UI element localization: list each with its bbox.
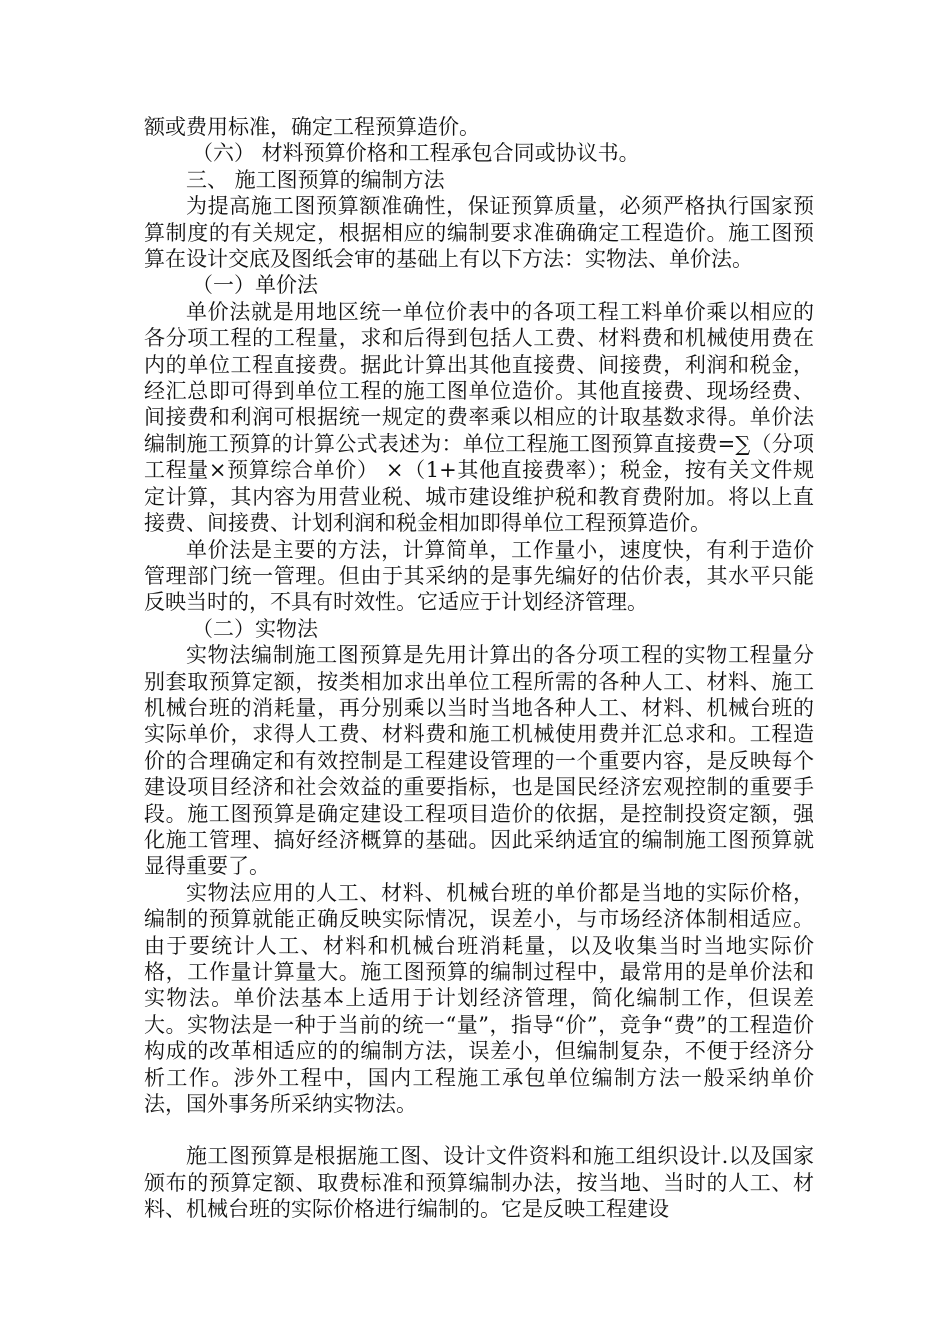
paragraph-unit-price-summary: 单价法是主要的方法，计算简单，工作量小，速度快，有利于造价管理部门统一管理。但由于其采纳的是事先编好的估价表，其水平只能反映当时的，不具有时效性。它适应于计划经济管理。: [144, 537, 814, 615]
heading-unit-price-method: （一）单价法: [192, 273, 318, 298]
paragraph-continuation: 额或费用标准，确定工程预算造价。: [144, 115, 480, 139]
paragraph-unit-price-method: 单价法就是用地区统一单位价表中的各项工程工料单价乘以相应的各分项工程的工程量，求和后得到包括人工费、材料费和机械使用费在内的单位工程直接费。据此计算出其他直接费、间接费，利润和税金，经汇总即可得到单位工程的施工图单位造价。其他直接费、现场经费、间接费和利润可根据统一规定的费率乘以相应的计取基数求得。单价法编制施工预算的计算公式表述为：单位工程施工图预算直接费=∑（分项工程量×预算综合单价） ×（1+其他直接费率）；税金，按有关文件规定计算，其内容为用营业税、城市建设维护税和教育费附加。将以上直接费、间接费、计划利润和税金相加即得单位工程预算造价。: [144, 299, 814, 536]
section-heading-3: 三、 施工图预算的编制方法: [186, 167, 445, 192]
paragraph-methods-intro: 为提高施工图预算额准确性，保证预算质量，必须严格执行国家预算制度的有关规定，根据相应的编制要求准确确定工程造价。施工图预算在设计交底及图纸会审的基础上有以下方法：实物法、单价法。: [144, 194, 814, 272]
heading-physical-method: （二）实物法: [192, 616, 318, 641]
paragraph-physical-method: 实物法编制施工图预算是先用计算出的各分项工程的实物工程量分别套取预算定额，按类相加求出单位工程所需的各种人工、材料、施工机械台班的消耗量，再分别乘以当时当地各种人工、材料、机械台班的实际单价，求得人工费、材料费和施工机械使用费并汇总求和。工程造价的合理确定和有效控制是工程建设管理的一个重要内容，是反映每个建设项目经济和社会效益的重要指标，也是国民经济宏观控制的重要手段。施工图预算是确定建设工程项目造价的依据，是控制投资定额，强化施工管理、搞好经济概算的基础。因此采纳适宜的编制施工图预算就显得重要了。: [144, 643, 814, 879]
list-item-6: （六） 材料预算价格和工程承包合同或协议书。: [192, 141, 640, 166]
document-page: [144, 114, 814, 1223]
paragraph-physical-method-comparison: 实物法应用的人工、材料、机械台班的单价都是当地的实际价格，编制的预算就能正确反映实际情况，误差小，与市场经济体制相适应。由于要统计人工、材料和机械台班消耗量，以及收集当时当地实际价格，工作量计算量大。施工图预算的编制过程中，最常用的是单价法和实物法。单价法基本上适用于计划经济管理，简化编制工作，但误差大。实物法是一种于当前的统一“量”，指导“价”，竞争“费”的工程造价构成的改革相适应的的编制方法，误差小，但编制复杂，不便于经济分析工作。涉外工程中，国内工程施工承包单位编制方法一般采纳单价法，国外事务所采纳实物法。: [144, 880, 814, 1117]
blank-line: [144, 1117, 814, 1143]
paragraph-construction-drawing-budget: 施工图预算是根据施工图、设计文件资料和施工组织设计.以及国家颁布的预算定额、取费标准和预算编制办法，按当地、当时的人工、材料、机械台班的实际价格进行编制的。它是反映工程建设: [144, 1144, 814, 1222]
